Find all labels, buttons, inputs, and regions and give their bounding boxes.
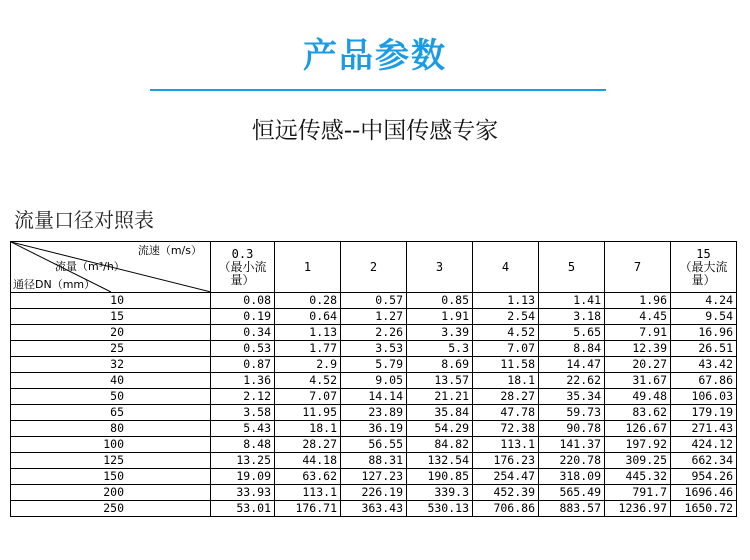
table-row bbox=[11, 421, 737, 437]
flow-cell: 11.58 bbox=[473, 357, 539, 373]
flow-cell: 1.13 bbox=[275, 325, 341, 341]
flow-cell: 23.89 bbox=[341, 405, 407, 421]
flow-cell: 424.12 bbox=[671, 437, 737, 453]
flow-cell: 0.53 bbox=[211, 341, 275, 357]
flow-cell: 67.86 bbox=[671, 373, 737, 389]
dn-cell: 65 bbox=[11, 405, 211, 421]
table-row bbox=[11, 469, 737, 485]
flow-cell: 220.78 bbox=[539, 453, 605, 469]
flow-cell: 59.73 bbox=[539, 405, 605, 421]
flow-cell: 0.19 bbox=[211, 309, 275, 325]
flow-cell: 26.51 bbox=[671, 341, 737, 357]
flow-cell: 0.87 bbox=[211, 357, 275, 373]
table-row bbox=[11, 341, 737, 357]
dn-cell: 80 bbox=[11, 421, 211, 437]
flow-cell: 197.92 bbox=[605, 437, 671, 453]
dn-cell: 10 bbox=[11, 293, 211, 309]
flow-cell: 35.34 bbox=[539, 389, 605, 405]
table-header-row bbox=[11, 242, 737, 293]
flow-cell: 8.69 bbox=[407, 357, 473, 373]
flow-cell: 7.91 bbox=[605, 325, 671, 341]
flow-cell: 0.08 bbox=[211, 293, 275, 309]
table-row bbox=[11, 389, 737, 405]
flow-cell: 13.57 bbox=[407, 373, 473, 389]
flow-cell: 791.7 bbox=[605, 485, 671, 501]
table-title: 流量口径对照表 bbox=[14, 208, 154, 232]
flow-cell: 127.23 bbox=[341, 469, 407, 485]
flow-cell: 1236.97 bbox=[605, 501, 671, 517]
flow-cell: 1.91 bbox=[407, 309, 473, 325]
dn-cell: 150 bbox=[11, 469, 211, 485]
flow-cell: 88.31 bbox=[341, 453, 407, 469]
flow-cell: 7.07 bbox=[275, 389, 341, 405]
flow-cell: 1696.46 bbox=[671, 485, 737, 501]
flow-cell: 1650.72 bbox=[671, 501, 737, 517]
corner-flow-label: 流量（m³/h） bbox=[55, 260, 125, 273]
dn-cell: 32 bbox=[11, 357, 211, 373]
flow-cell: 16.96 bbox=[671, 325, 737, 341]
flow-cell: 3.53 bbox=[341, 341, 407, 357]
flow-cell: 13.25 bbox=[211, 453, 275, 469]
column-header: 5 bbox=[539, 242, 605, 293]
flow-cell: 363.43 bbox=[341, 501, 407, 517]
flow-cell: 565.49 bbox=[539, 485, 605, 501]
flow-cell: 4.45 bbox=[605, 309, 671, 325]
table-row bbox=[11, 437, 737, 453]
flow-cell: 176.71 bbox=[275, 501, 341, 517]
flow-cell: 18.1 bbox=[473, 373, 539, 389]
flow-cell: 36.19 bbox=[341, 421, 407, 437]
table-row bbox=[11, 357, 737, 373]
page-subtitle: 恒远传感--中国传感专家 bbox=[251, 118, 499, 144]
dn-cell: 15 bbox=[11, 309, 211, 325]
flow-cell: 0.34 bbox=[211, 325, 275, 341]
flow-cell: 113.1 bbox=[473, 437, 539, 453]
flow-cell: 662.34 bbox=[671, 453, 737, 469]
flow-cell: 28.27 bbox=[275, 437, 341, 453]
dn-cell: 40 bbox=[11, 373, 211, 389]
flow-cell: 11.95 bbox=[275, 405, 341, 421]
flow-cell: 56.55 bbox=[341, 437, 407, 453]
flow-cell: 113.1 bbox=[275, 485, 341, 501]
flow-cell: 132.54 bbox=[407, 453, 473, 469]
flow-cell: 190.85 bbox=[407, 469, 473, 485]
dn-cell: 50 bbox=[11, 389, 211, 405]
flow-cell: 3.18 bbox=[539, 309, 605, 325]
flow-cell: 8.84 bbox=[539, 341, 605, 357]
flow-cell: 339.3 bbox=[407, 485, 473, 501]
flow-cell: 2.9 bbox=[275, 357, 341, 373]
flow-cell: 271.43 bbox=[671, 421, 737, 437]
flow-cell: 33.93 bbox=[211, 485, 275, 501]
flow-cell: 5.3 bbox=[407, 341, 473, 357]
flow-cell: 1.96 bbox=[605, 293, 671, 309]
flow-cell: 54.29 bbox=[407, 421, 473, 437]
flow-cell: 63.62 bbox=[275, 469, 341, 485]
dn-cell: 20 bbox=[11, 325, 211, 341]
flow-cell: 0.28 bbox=[275, 293, 341, 309]
flow-cell: 9.54 bbox=[671, 309, 737, 325]
flow-cell: 12.39 bbox=[605, 341, 671, 357]
flow-cell: 20.27 bbox=[605, 357, 671, 373]
flow-cell: 18.1 bbox=[275, 421, 341, 437]
table-row bbox=[11, 405, 737, 421]
flow-cell: 2.12 bbox=[211, 389, 275, 405]
flow-cell: 452.39 bbox=[473, 485, 539, 501]
flow-cell: 83.62 bbox=[605, 405, 671, 421]
flow-cell: 0.64 bbox=[275, 309, 341, 325]
table-row bbox=[11, 325, 737, 341]
flow-cell: 19.09 bbox=[211, 469, 275, 485]
flow-cell: 318.09 bbox=[539, 469, 605, 485]
table-row bbox=[11, 293, 737, 309]
flow-cell: 5.79 bbox=[341, 357, 407, 373]
page-title: 产品参数 bbox=[303, 36, 447, 76]
flow-cell: 21.21 bbox=[407, 389, 473, 405]
flow-cell: 254.47 bbox=[473, 469, 539, 485]
table-row bbox=[11, 485, 737, 501]
flow-cell: 5.43 bbox=[211, 421, 275, 437]
dn-cell: 125 bbox=[11, 453, 211, 469]
column-header: 4 bbox=[473, 242, 539, 293]
flow-cell: 1.13 bbox=[473, 293, 539, 309]
flow-cell: 126.67 bbox=[605, 421, 671, 437]
flow-cell: 22.62 bbox=[539, 373, 605, 389]
flow-cell: 3.58 bbox=[211, 405, 275, 421]
table-row bbox=[11, 309, 737, 325]
flow-cell: 49.48 bbox=[605, 389, 671, 405]
flow-diameter-table bbox=[10, 241, 737, 517]
flow-cell: 106.03 bbox=[671, 389, 737, 405]
flow-cell: 2.26 bbox=[341, 325, 407, 341]
column-header: 1 bbox=[275, 242, 341, 293]
flow-cell: 530.13 bbox=[407, 501, 473, 517]
flow-cell: 3.39 bbox=[407, 325, 473, 341]
title-divider bbox=[150, 89, 606, 91]
column-header: 7 bbox=[605, 242, 671, 293]
flow-cell: 90.78 bbox=[539, 421, 605, 437]
flow-cell: 72.38 bbox=[473, 421, 539, 437]
column-header: 3 bbox=[407, 242, 473, 293]
flow-cell: 4.24 bbox=[671, 293, 737, 309]
flow-cell: 44.18 bbox=[275, 453, 341, 469]
flow-cell: 35.84 bbox=[407, 405, 473, 421]
flow-cell: 53.01 bbox=[211, 501, 275, 517]
table-corner-header bbox=[11, 242, 211, 293]
flow-cell: 1.77 bbox=[275, 341, 341, 357]
flow-cell: 141.37 bbox=[539, 437, 605, 453]
flow-cell: 14.14 bbox=[341, 389, 407, 405]
flow-cell: 43.42 bbox=[671, 357, 737, 373]
table-row bbox=[11, 373, 737, 389]
dn-cell: 200 bbox=[11, 485, 211, 501]
flow-cell: 8.48 bbox=[211, 437, 275, 453]
flow-cell: 4.52 bbox=[473, 325, 539, 341]
flow-cell: 706.86 bbox=[473, 501, 539, 517]
dn-cell: 100 bbox=[11, 437, 211, 453]
flow-cell: 445.32 bbox=[605, 469, 671, 485]
flow-cell: 31.67 bbox=[605, 373, 671, 389]
flow-cell: 14.47 bbox=[539, 357, 605, 373]
flow-cell: 28.27 bbox=[473, 389, 539, 405]
flow-cell: 0.57 bbox=[341, 293, 407, 309]
flow-cell: 0.85 bbox=[407, 293, 473, 309]
table-row bbox=[11, 453, 737, 469]
flow-cell: 176.23 bbox=[473, 453, 539, 469]
flow-cell: 883.57 bbox=[539, 501, 605, 517]
flow-cell: 9.05 bbox=[341, 373, 407, 389]
flow-cell: 7.07 bbox=[473, 341, 539, 357]
column-header: 15 （最大流量） bbox=[671, 242, 737, 293]
table-body bbox=[11, 293, 737, 517]
corner-speed-label: 流速（m/s） bbox=[137, 244, 202, 257]
flow-cell: 309.25 bbox=[605, 453, 671, 469]
table-row bbox=[11, 501, 737, 517]
corner-dn-label: 通径DN（mm） bbox=[13, 278, 96, 291]
column-header: 0.3 （最小流量） bbox=[211, 242, 275, 293]
flow-cell: 4.52 bbox=[275, 373, 341, 389]
dn-cell: 250 bbox=[11, 501, 211, 517]
flow-cell: 1.41 bbox=[539, 293, 605, 309]
flow-cell: 2.54 bbox=[473, 309, 539, 325]
flow-cell: 226.19 bbox=[341, 485, 407, 501]
flow-cell: 1.27 bbox=[341, 309, 407, 325]
flow-cell: 179.19 bbox=[671, 405, 737, 421]
flow-cell: 84.82 bbox=[407, 437, 473, 453]
flow-cell: 1.36 bbox=[211, 373, 275, 389]
dn-cell: 25 bbox=[11, 341, 211, 357]
column-header: 2 bbox=[341, 242, 407, 293]
flow-cell: 47.78 bbox=[473, 405, 539, 421]
flow-cell: 5.65 bbox=[539, 325, 605, 341]
flow-cell: 954.26 bbox=[671, 469, 737, 485]
